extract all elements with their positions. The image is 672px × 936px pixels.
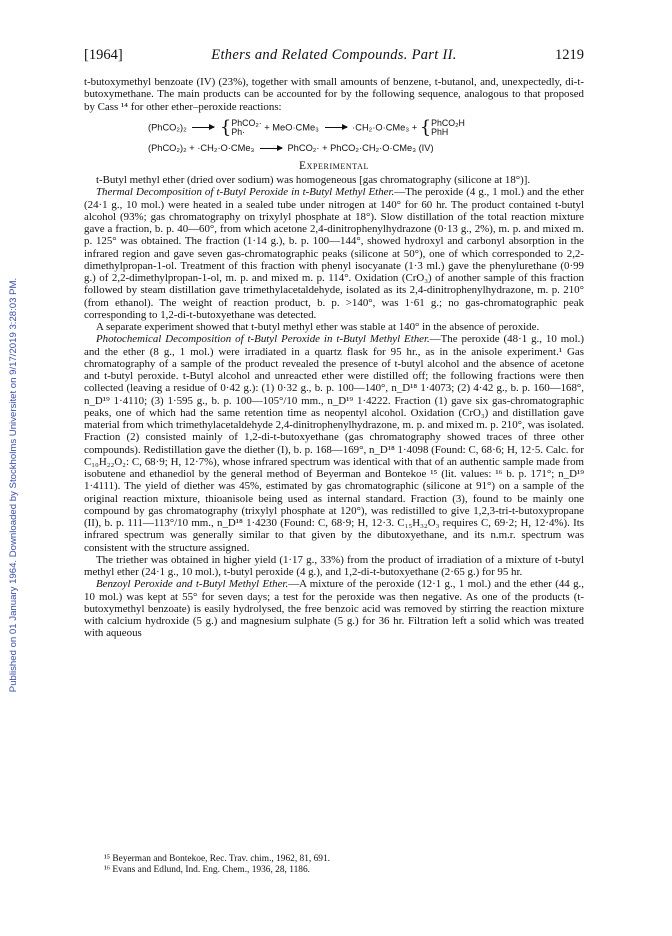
section-title-photochemical: Photochemical Decomposition of t-Butyl Peroxide in t-Butyl Methyl Ether. bbox=[96, 333, 430, 346]
article-body bbox=[84, 76, 584, 640]
paragraph-thermal bbox=[84, 186, 584, 321]
experimental-heading: Experimental bbox=[298, 159, 370, 172]
scheme-ether: + MeO·CMe₃ bbox=[264, 122, 319, 133]
radical-stack-1 bbox=[231, 119, 261, 136]
section-text-thermal: —The peroxide (4 g., 1 mol.) and the ether (24·1 g., 10 mol.) were heated in a sealed tube under nitrogen at 140° for 60 hr. The product contained t-butyl alcohol (93%; gas chromatography on trixylyl phosphate at 18°). Slow distillation of the total reaction mixture gave a fraction, b. p. 40—60°, from which acetone 2,4-dinitrophenylhydrazone (0·13 g., 2%), m. p. and mixed m. p. 125° was obtained. The fraction (1·14 g.), b. p. 100—144°, showed hydroxyl and carbonyl absorption in the infrared region and gave seven gas-chromatographic peaks (silicone at 50°), one of which corresponded to 2,2-dimethylpropan-1-ol. Treatment of this fraction with phenyl isocyanate (1·3 ml.) gave the phenylurethane (0·99 g.) of 2,2-dimethylpropan-1-ol, m. p. and mixed m. p. 114°. Oxidation (CrO₃) of another sample of this fraction followed by steam distillation gave trimethylacetaldehyde, isolated as its 2,4-dinitrophenylhydrazone, m. p. 210° (from ethanol). The weight of reaction product, b. p. >140°, was 1·61 g.; no gas-chromatographic peak corresponding to 1,2-di-t-butoxyethane was detected. bbox=[84, 186, 584, 321]
download-watermark: Published on 01 January 1964. Downloaded by Stockholms Universitet on 9/17/2019 3:28:03 PM. bbox=[8, 277, 19, 693]
page-number: 1219 bbox=[555, 47, 584, 63]
reaction-scheme bbox=[84, 116, 584, 155]
scheme-line-1 bbox=[148, 116, 465, 138]
header-year: [1964] bbox=[84, 47, 123, 63]
stack-top-2: PhCO₂H bbox=[431, 118, 465, 129]
header-title: Ethers and Related Compounds. Part II. bbox=[211, 47, 457, 63]
page-header bbox=[84, 46, 584, 64]
radical-stack-2 bbox=[431, 119, 465, 136]
arrow-icon bbox=[260, 148, 282, 149]
section-title-thermal: Thermal Decomposition of t-Butyl Peroxide in t-Butyl Methyl Ether. bbox=[96, 186, 395, 199]
footnote-16: ¹⁶ Evans and Edlund, Ind. Eng. Chem., 1936, 28, 1186. bbox=[104, 865, 310, 875]
scheme-product: ·CH₂·O·CMe₃ + bbox=[352, 122, 418, 133]
paragraph-ether-purity: t-Butyl methyl ether (dried over sodium) was homogeneous [gas chromatography (silicone at 18°)]. bbox=[96, 174, 531, 186]
footnotes bbox=[104, 854, 584, 876]
scheme-line2-right: PhCO₂· + PhCO₂·CH₂·O·CMe₃ (IV) bbox=[287, 142, 434, 153]
section-text-benzoyl: —A mixture of the peroxide (12·1 g., 1 mol.) and the ether (44 g., 10 mol.) was kept at 55° for seven days; a test for the peroxide was then negative. As one of the products (t-butoxymethyl benzoate) is easily hydrolysed, the free benzoic acid was removed by stirring the reaction mixture with calcium hydroxide (5 g.) and magnesium sulphate (5 g.) for 36 hr. Filtration left a solid which was treated with aqueous bbox=[84, 578, 584, 640]
stack-top-1: PhCO₂· bbox=[231, 118, 262, 129]
footnote-15: ¹⁵ Beyerman and Bontekoe, Rec. Trav. chim., 1962, 81, 691. bbox=[104, 854, 331, 864]
scheme-line2-left: (PhCO₂)₂ + ·CH₂·O·CMe₃ bbox=[148, 142, 255, 153]
scheme-line-2 bbox=[148, 143, 434, 154]
paragraph-triether: The triether was obtained in higher yield (1·17 g., 33%) from the product of irradiation of a mixture of t-butyl methyl ether (24·1 g., 10 mol.), t-butyl peroxide (4 g.), and 1,2-di-t-butoxyethane (2·65 g.) for 95 hr. bbox=[84, 553, 584, 578]
paragraph-stability: A separate experiment showed that t-butyl methyl ether was stable at 140° in the absence of peroxide. bbox=[96, 321, 540, 333]
stack-bottom-2: PhH bbox=[431, 126, 449, 137]
stack-bottom-1: Ph· bbox=[231, 126, 246, 137]
arrow-icon bbox=[192, 127, 214, 128]
paragraph-photochemical bbox=[84, 333, 584, 554]
arrow-icon bbox=[325, 127, 347, 128]
section-text-photochemical: —The peroxide (48·1 g., 10 mol.) and the ether (8 g., 1 mol.) were irradiated in a quartz flask for 95 hr., as in the anisole experiment.¹ Gas chromatography of a sample of the product revealed the presence of t-butyl alcohol and the absence of acetone and t-butyl peroxide. t-Butyl alcohol and unreacted ether were distilled off; the following fractions were then collected (leaving a residue of 0·42 g.): (1) 0·32 g., b. p. 100—140°, n_D¹⁸ 1·4073; (2) 4·42 g., b. p. 160—168°, n_D¹⁹ 1·4110; (3) 1·595 g., b. p. 100—105°/10 mm., n_D¹⁹ 1·4222. Fraction (1) gave six gas-chromatographic peaks, one of which had the same retention time as neopentyl alcohol. Oxidation (CrO₃) and distillation gave material from which trimethylacetaldehyde 2,4-dinitrophenylhydrazone, m. p. and mixed m. p. 210°, was isolated. Fraction (2) consisted mainly of 1,2-di-t-butoxyethane (gas chromatography showed traces of three other compounds). Redistillation gave the diether (I), b. p. 168—169°, n_D¹⁸ 1·4098 (Found: C, 68·6; H, 12·5. Calc. for C₁₀H₂₂O₂: C, 68·9; H, 12·7%), whose infrared spectrum was identical with that of an authentic sample made from isobutene and ethanediol by the general method of Beyerman and Bontekoe ¹⁵ (lit. values: ¹⁶ b. p. 171°; n_D¹⁹ 1·4111). The yield of diether was 45%, estimated by gas chromatographic (silicone at 91°) on a sample of the original reaction mixture, thioanisole being used as internal standard. Fraction (3), found to be mainly one compound by gas chromatography (trixylyl phosphate at 120°), was redistilled to give 1,2,3-tri-t-butoxypropane (II), b. p. 111—113°/10 mm., n_D¹⁸ 1·4230 (Found: C, 68·9; H, 12·3. C₁₅H₃₂O₃ requires C, 69·2; H, 12·4%). Its infrared spectrum was generally similar to that given by the dibutoxyethane, and its n.m.r. spectrum was consistent with the structure assigned. bbox=[84, 333, 584, 554]
left-brace-icon: { bbox=[419, 116, 432, 138]
paragraph-benzoyl bbox=[84, 578, 584, 639]
section-title-benzoyl: Benzoyl Peroxide and t-Butyl Methyl Ether. bbox=[96, 578, 289, 591]
intro-paragraph: t-butoxymethyl benzoate (IV) (23%), together with small amounts of benzene, t-butanol, and, unexpectedly, di-t-butoxymethane. The main products can be accounted for by the following sequence, analogous to that proposed by Cass ¹⁴ for other ether–peroxide reactions: bbox=[84, 76, 584, 113]
left-brace-icon: { bbox=[219, 116, 232, 138]
scheme-reactant: (PhCO₂)₂ bbox=[148, 122, 187, 133]
